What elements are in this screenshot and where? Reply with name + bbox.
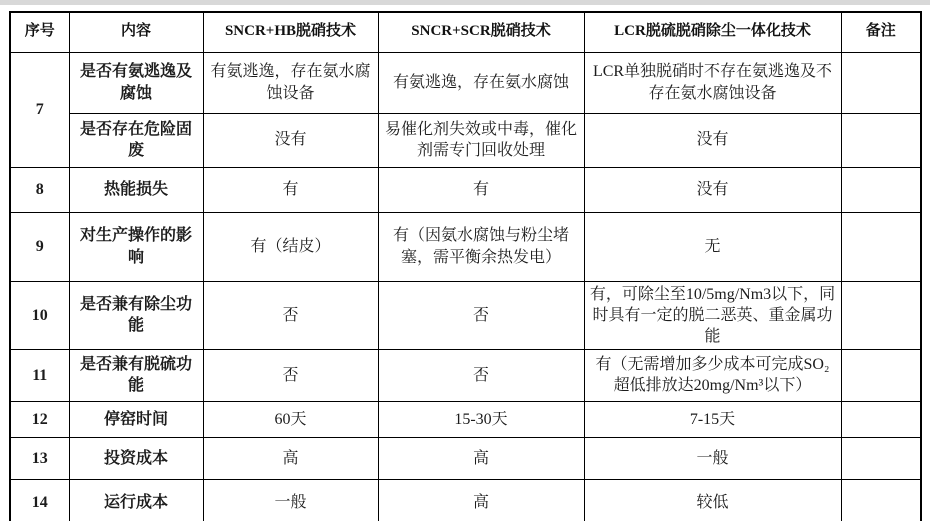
cell-remark	[841, 349, 921, 401]
column-header-sncr-hb: SNCR+HB脱硝技术	[203, 12, 378, 52]
cell-sncr-scr: 否	[378, 281, 584, 349]
cell-lcr: 较低	[584, 479, 841, 521]
cell-remark	[841, 113, 921, 167]
cell-content: 对生产操作的影响	[69, 212, 203, 281]
cell-sncr-hb: 高	[203, 437, 378, 479]
cell-sncr-hb: 否	[203, 349, 378, 401]
cell-sncr-scr: 15-30天	[378, 401, 584, 437]
column-header-no: 序号	[10, 12, 69, 52]
cell-sncr-hb: 没有	[203, 113, 378, 167]
table-row	[10, 52, 921, 113]
cell-no: 7	[10, 52, 69, 167]
cell-sncr-scr: 高	[378, 479, 584, 521]
cell-no: 11	[10, 349, 69, 401]
table-row	[10, 479, 921, 521]
cell-no: 10	[10, 281, 69, 349]
cell-lcr: 没有	[584, 113, 841, 167]
cell-content: 是否兼有脱硫功能	[69, 349, 203, 401]
cell-remark	[841, 479, 921, 521]
cell-no: 14	[10, 479, 69, 521]
cell-sncr-scr: 有（因氨水腐蚀与粉尘堵塞，需平衡余热发电）	[378, 212, 584, 281]
cell-sncr-scr: 易催化剂失效或中毒，催化剂需专门回收处理	[378, 113, 584, 167]
cell-lcr: LCR单独脱硝时不存在氨逃逸及不存在氨水腐蚀设备	[584, 52, 841, 113]
cell-no: 9	[10, 212, 69, 281]
cell-sncr-hb: 有（结皮）	[203, 212, 378, 281]
table-row	[10, 437, 921, 479]
table-row	[10, 349, 921, 401]
column-header-lcr: LCR脱硫脱硝除尘一体化技术	[584, 12, 841, 52]
cell-remark	[841, 52, 921, 113]
top-gray-bar	[0, 0, 930, 5]
cell-lcr: 没有	[584, 167, 841, 212]
cell-lcr: 有（无需增加多少成本可完成SO₂超低排放达20mg/Nm³以下）	[584, 349, 841, 401]
cell-content: 投资成本	[69, 437, 203, 479]
cell-remark	[841, 401, 921, 437]
cell-lcr: 7-15天	[584, 401, 841, 437]
table-row	[10, 212, 921, 281]
cell-remark	[841, 437, 921, 479]
table-row	[10, 167, 921, 212]
table-row	[10, 113, 921, 167]
cell-sncr-hb: 否	[203, 281, 378, 349]
cell-sncr-hb: 一般	[203, 479, 378, 521]
cell-sncr-hb: 有氨逃逸，存在氨水腐蚀设备	[203, 52, 378, 113]
cell-sncr-scr: 否	[378, 349, 584, 401]
cell-content: 运行成本	[69, 479, 203, 521]
cell-lcr: 有，可除尘至10/5mg/Nm3以下，同时具有一定的脱二恶英、重金属功能	[584, 281, 841, 349]
cell-lcr: 无	[584, 212, 841, 281]
cell-no: 13	[10, 437, 69, 479]
cell-no: 12	[10, 401, 69, 437]
cell-content: 停窑时间	[69, 401, 203, 437]
cell-sncr-hb: 有	[203, 167, 378, 212]
cell-lcr: 一般	[584, 437, 841, 479]
comparison-table	[9, 11, 922, 521]
cell-sncr-scr: 有氨逃逸，存在氨水腐蚀	[378, 52, 584, 113]
column-header-content: 内容	[69, 12, 203, 52]
cell-sncr-scr: 高	[378, 437, 584, 479]
cell-content: 是否有氨逃逸及腐蚀	[69, 52, 203, 113]
cell-remark	[841, 167, 921, 212]
column-header-remark: 备注	[841, 12, 921, 52]
cell-content: 是否存在危险固废	[69, 113, 203, 167]
cell-content: 是否兼有除尘功能	[69, 281, 203, 349]
table-row	[10, 401, 921, 437]
cell-no: 8	[10, 167, 69, 212]
table-row	[10, 281, 921, 349]
cell-content: 热能损失	[69, 167, 203, 212]
cell-sncr-hb: 60天	[203, 401, 378, 437]
column-header-sncr-scr: SNCR+SCR脱硝技术	[378, 12, 584, 52]
cell-sncr-scr: 有	[378, 167, 584, 212]
header-row	[10, 12, 921, 52]
cell-remark	[841, 281, 921, 349]
cell-remark	[841, 212, 921, 281]
